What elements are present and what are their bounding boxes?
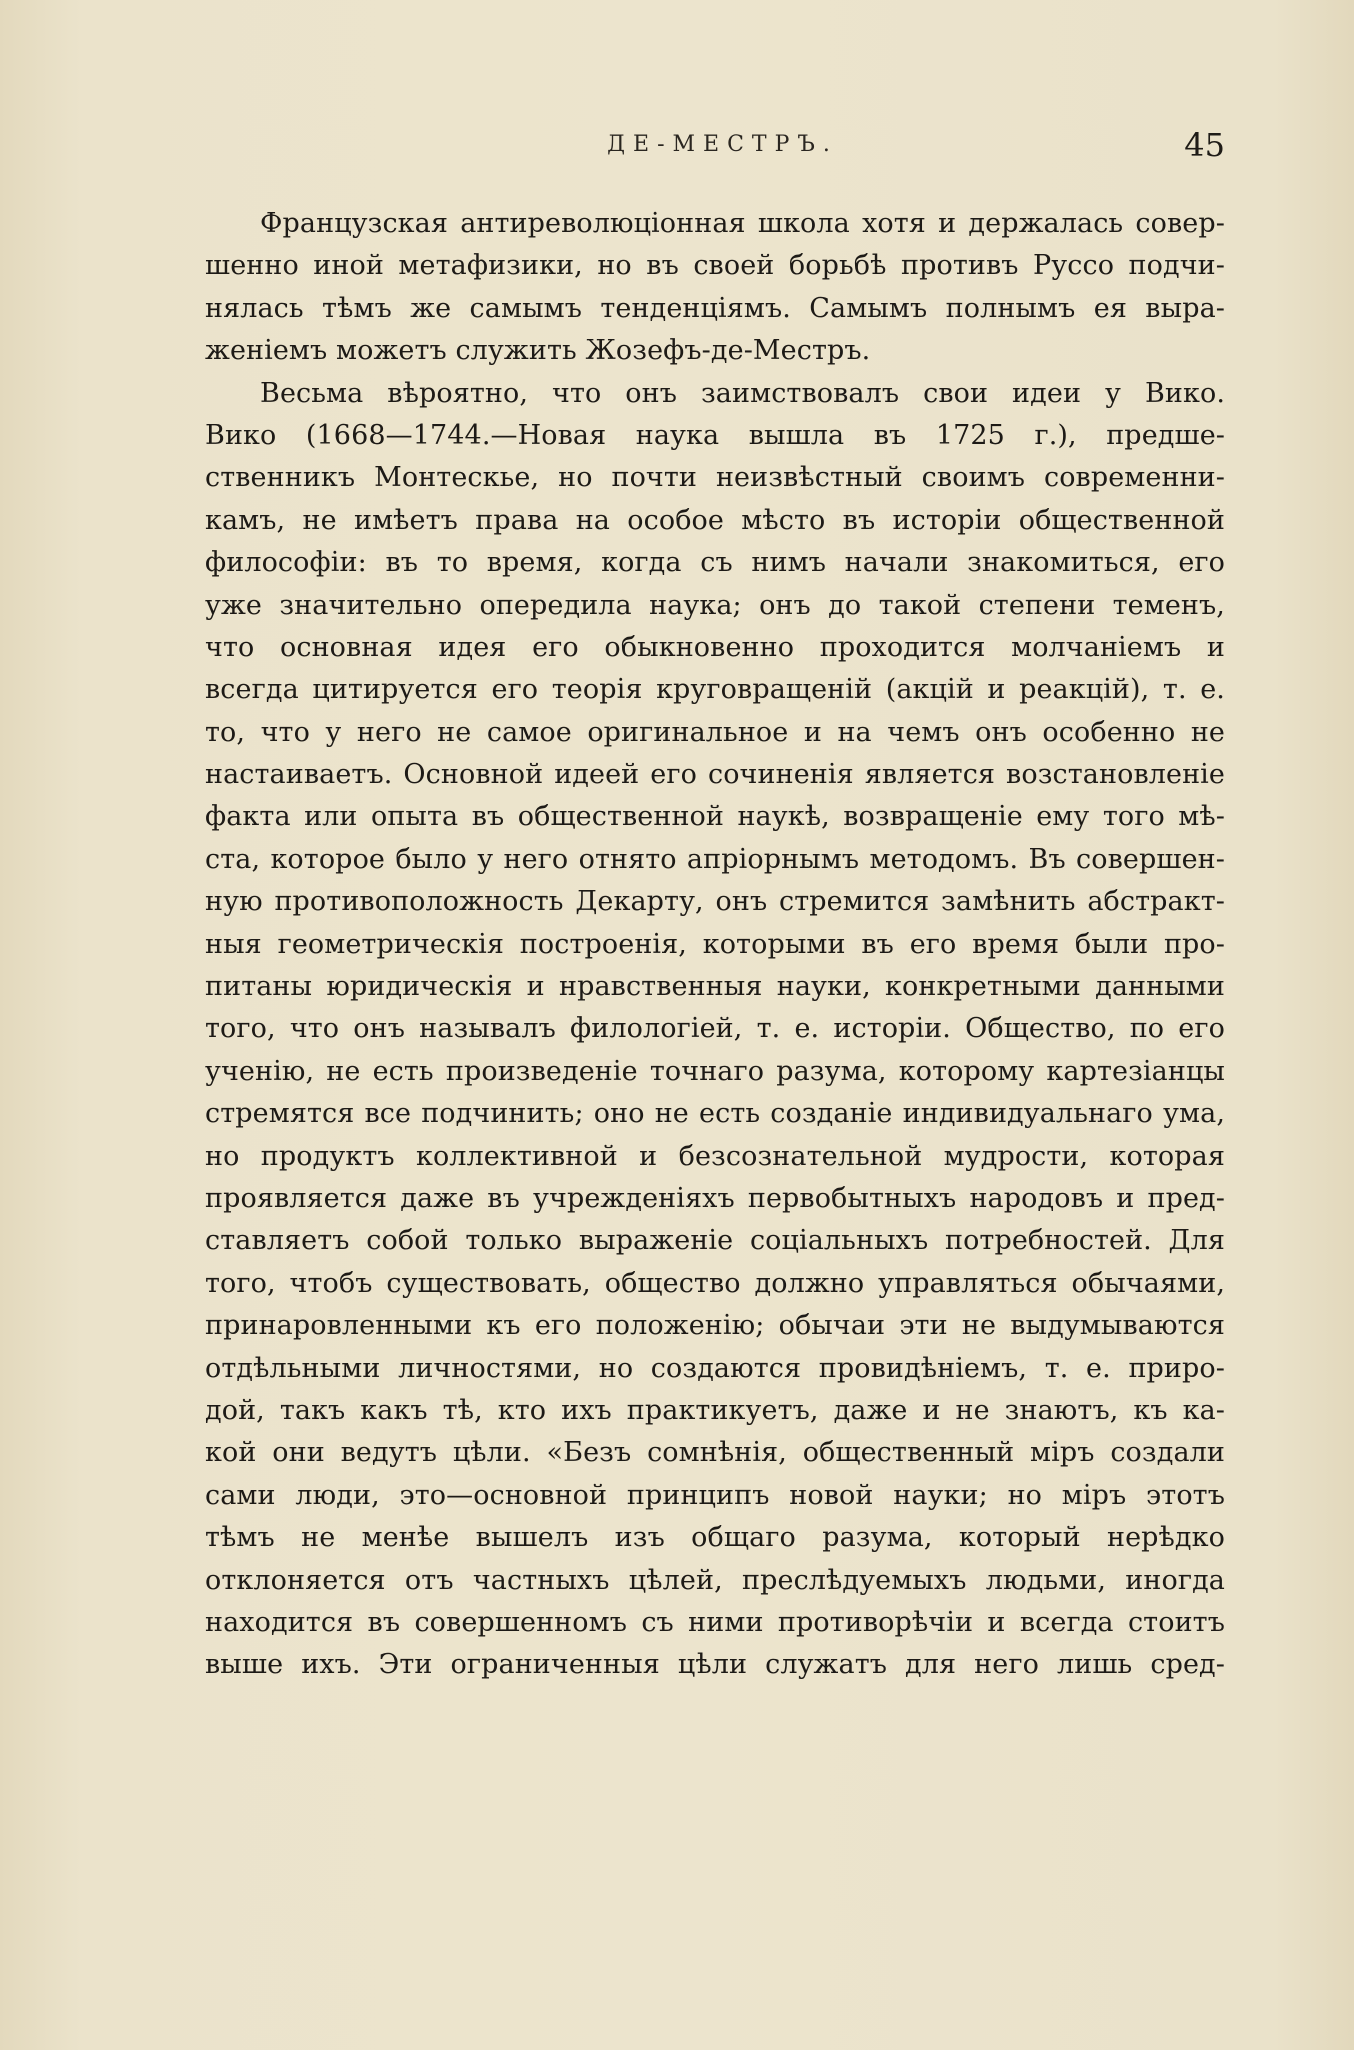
text-line: камъ, не имѣетъ права на особое мѣсто въ исторіи общественной (205, 504, 1225, 536)
text-line: уже значительно опередила наука; онъ до такой степени теменъ, (205, 589, 1225, 621)
text-line: того, что онъ называлъ филологіей, т. е. исторіи. Общество, по его (205, 1013, 1225, 1045)
text-line: ста, которое было у него отнято апріорнымъ методомъ. Въ совершен- (205, 843, 1225, 875)
text-line: ставляетъ собой только выраженіе соціальныхъ потребностей. Для (205, 1225, 1225, 1257)
text-line: дой, такъ какъ тѣ, кто ихъ практикуетъ, даже и не знаютъ, къ ка- (205, 1394, 1225, 1426)
text-line: питаны юридическія и нравственныя науки, конкретными данными (205, 971, 1225, 1003)
text-line: ученію, не есть произведеніе точнаго разума, которому картезіанцы (205, 1055, 1225, 1087)
text-line: всегда цитируется его теорія круговращеній (акцій и реакцій), т. е. (205, 674, 1225, 706)
text-line: тѣмъ не менѣе вышелъ изъ общаго разума, который нерѣдко (205, 1522, 1225, 1554)
text-line: находится въ совершенномъ съ ними противорѣчіи и всегда стоитъ (205, 1606, 1225, 1638)
body-text (205, 203, 1225, 1687)
text-line: ную противоположность Декарту, онъ стремится замѣнить абстракт- (205, 886, 1225, 918)
text-line: философіи: въ то время, когда съ нимъ начали знакомиться, его (205, 547, 1225, 579)
page-header (220, 126, 1225, 172)
text-line: ныя геометрическія построенія, которыми въ его время были про- (205, 928, 1225, 960)
text-line: шенно иной метафизики, но въ своей борьбѣ противъ Руссо подчи- (205, 250, 1225, 282)
text-line: ственникъ Монтескье, но почти неизвѣстный своимъ современни- (205, 462, 1225, 494)
text-line: нялась тѣмъ же самымъ тенденціямъ. Самымъ полнымъ ея выра- (205, 292, 1225, 324)
text-line: выше ихъ. Эти ограниченныя цѣли служатъ для него лишь сред- (205, 1649, 1225, 1681)
running-title: ДЕ-МЕСТРЪ. (607, 132, 838, 157)
text-line: сами люди, это—основной принципъ новой науки; но міръ этотъ (205, 1479, 1225, 1511)
text-line: проявляется даже въ учрежденіяхъ первобытныхъ народовъ и пред- (205, 1182, 1225, 1214)
text-line: что основная идея его обыкновенно проходится молчаніемъ и (205, 631, 1225, 663)
text-line: настаиваетъ. Основной идеей его сочиненія является возстановленіе (205, 759, 1225, 791)
text-line: Французская антиреволюціонная школа хотя и держалась совер- (260, 208, 1225, 239)
text-line: Вико (1668—1744.—Новая наука вышла въ 1725 г.), предше- (205, 419, 1225, 451)
text-line: отклоняется отъ частныхъ цѣлей, преслѣдуемыхъ людьми, иногда (205, 1564, 1225, 1596)
text-line: стремятся все подчинить; оно не есть созданіе индивидуальнаго ума, (205, 1098, 1225, 1130)
text-line: Весьма вѣроятно, что онъ заимствовалъ свои идеи у Вико. (260, 377, 1225, 409)
text-line: то, что у него не самое оригинальное и на чемъ онъ особенно не (205, 716, 1225, 748)
text-line: кой они ведутъ цѣли. «Безъ сомнѣнія, общественный міръ создали (205, 1437, 1225, 1469)
text-line: женіемъ можетъ служить Жозефъ-де-Местръ. (205, 335, 871, 367)
text-line: но продуктъ коллективной и безсознательной мудрости, которая (205, 1140, 1225, 1172)
text-line: факта или опыта въ общественной наукѣ, возвращеніе ему того мѣ- (205, 801, 1225, 833)
text-line: принаровленными къ его положенію; обычаи эти не выдумываются (205, 1310, 1225, 1342)
text-line: того, чтобъ существовать, общество должно управляться обычаями, (205, 1267, 1225, 1299)
text-line: отдѣльными личностями, но создаются провидѣніемъ, т. е. приро- (205, 1352, 1225, 1384)
page-number: 45 (1184, 126, 1225, 164)
